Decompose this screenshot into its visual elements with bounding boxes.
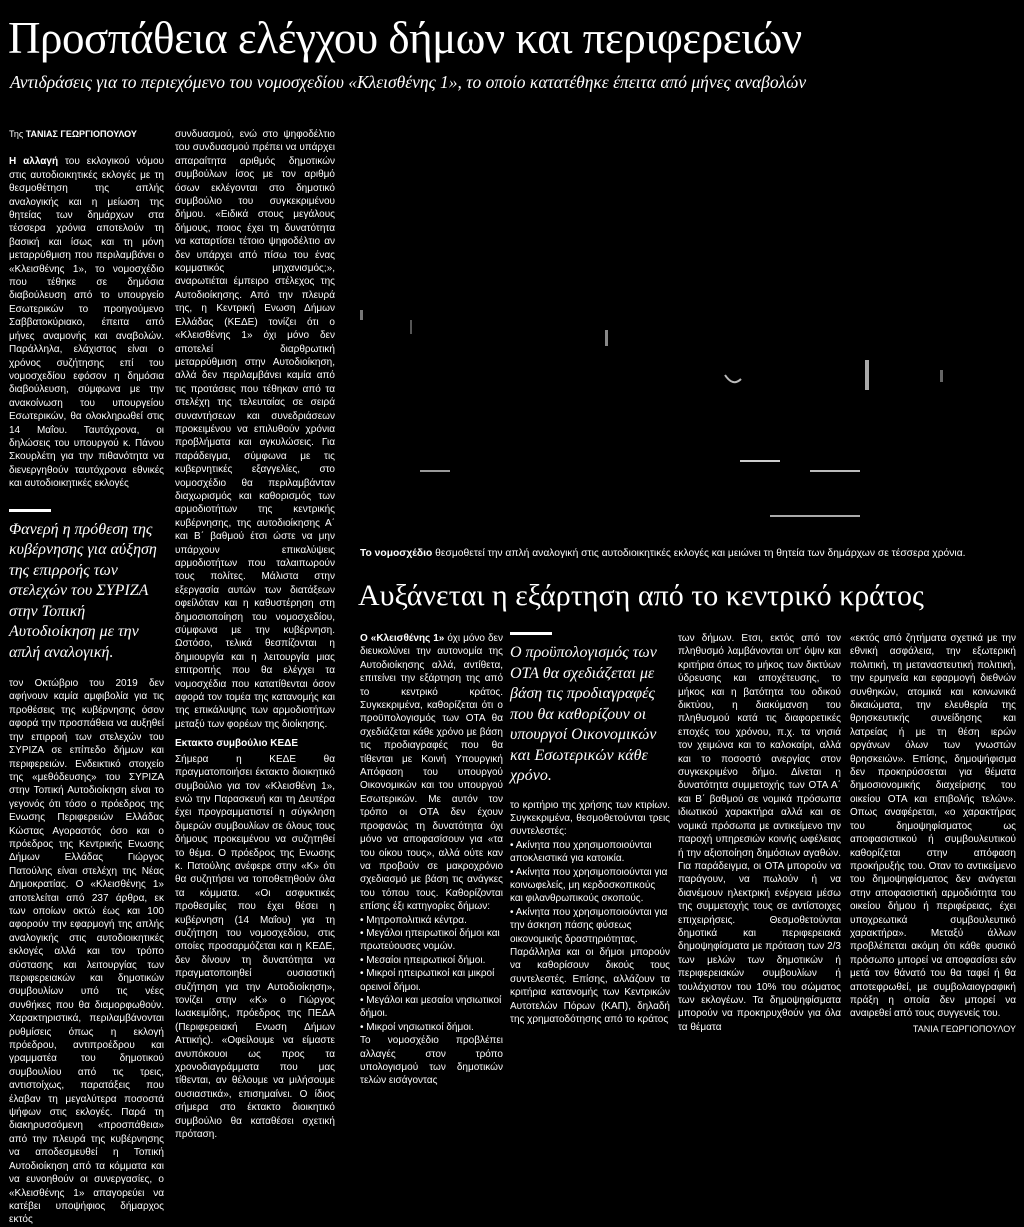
list-item: • Μικροί ηπειρωτικοί και μικροί ορεινοί δήμοι. bbox=[360, 968, 495, 993]
column-2 bbox=[175, 128, 335, 1141]
col2b-text: Σήμερα η ΚΕΔΕ θα πραγματοποιήσει έκτακτο διοικητικό συμβούλιο για τον «Κλεισθένη 1», ενώ την Παρασκευή και τη Δευτέρα έχει προγραμματιστεί η σύγκληση διμερών συμβουλίων σε όλους τους δήμους προκειμένου να συζητηθεί το θέμα. Ο πρόεδρος της Ενωσης κ. Πατούλης ανέφερε στην «Κ» ότι θα συζητήσει να τοποθετηθούν όλα τα κόμματα. «Οι ασφυκτικές προθεσμίες που έχει θέσει η κυβέρνηση (14 Μαΐου) για τη συζήτηση του νομοσχεδίου, στις οποίες προσαρμόζεται και η ΚΕΔΕ, δεν δίνουν τη δυνατότητα να πραγματοποιηθεί ουσιαστική συζήτηση για την Αυτοδιοίκηση», τονίζει στην «Κ» ο Γιώργος Ιωακειμίδης, πρόεδρος της ΠΕΔΑ (Περιφερειακή Ενωση Δήμων Αττικής). «Οφείλουμε να είμαστε ανυπόκουοι ως προς τα χρονοδιαγράμματα που μας τίθενται, αν θέλουμε να μιλήσουμε ουσιαστικά», επισημαίνει. Ο ίδιος σήμερα στο έκτακτο διοικητικό συμβούλιο θα καταθέσει σχετική πρόταση. bbox=[175, 753, 335, 1141]
list-item: • Ακίνητα που χρησιμοποιούνται για κοινωφελείς, μη κερδοσκοπικούς και φιλανθρωπικούς σκοπούς. bbox=[510, 866, 668, 905]
pullquote-2: Ο προϋπολογισμός των ΟΤΑ θα σχεδιάζεται με βάση τις προδιαγραφές που θα καθορίζουν οι υπουργοί Οικονομικών και Εσωτερικών κάθε χρόνο. bbox=[510, 644, 657, 784]
list-item: • Μεγάλοι και μεσαίοι νησιωτικοί δήμοι. bbox=[360, 994, 502, 1020]
list-item: • Ακίνητα που χρησιμοποιούνται για την άσκηση πάσης φύσεως οικονομικής δραστηριότητας. bbox=[510, 906, 668, 945]
pullquote-1: Φανερή η πρόθεση της κυβέρνησης για αύξηση της επιρροής των στελεχών του ΣΥΡΙΖΑ στην Τοπική Αυτοδιοίκηση με την απλή αναλογική. bbox=[9, 520, 157, 661]
column-5 bbox=[678, 632, 841, 1033]
byline bbox=[9, 128, 164, 141]
pullquote-rule bbox=[9, 509, 51, 512]
article-title: Προσπάθεια ελέγχου δήμων και περιφερειών bbox=[8, 13, 802, 63]
col3-paragraph bbox=[360, 632, 503, 914]
list-item: • Μικροί νησιωτικοί δήμοι. bbox=[360, 1021, 474, 1033]
lead-bold: Η αλλαγή bbox=[9, 156, 59, 168]
column-3 bbox=[360, 632, 503, 1087]
col6-text: «εκτός από ζητήματα σχετικά με την εθνική ασφάλεια, την εξωτερική πολιτική, τη μεταναστευτική πολιτική, την ερμηνεία και εφαρμογή διεθνών συνθηκών, ατομικά και κοινωνικά δικαιώματα, την ελευθερία της θρησκευτικής συνείδησης και λατρείας ή με τη θέση ιερών οργάνων όλων των γνωστών θρησκειών». Επίσης, δημοψήφισμα δεν προκηρύσσεται για θέματα δημοσιονομικής διαχείρισης του οικείου ΟΤΑ και επιβολής τελών». Οπως αναφέρεται, «ο χαρακτήρας του δημοψηφίσματος ως αποφασιστικού ή συμβουλευτικού καθορίζεται στην απόφαση προκήρυξής του. Οταν το αντικείμενο του δημοψηφίσματος δεν ανάγεται στην αποφασιστική αρμοδιότητα του οικείου δήμου ή περιφέρειας, έχει υποχρεωτικά συμβουλευτικό χαρακτήρα». Μεταξύ άλλων προβλέπεται ακόμη ότι κάθε φυσικό πρόσωπο μπορεί να αποφασίσει εάν μετά τον θάνατό του θα ταφεί ή θα αποτεφρωθεί, με συμβολαιογραφική πράξη η οποία δεν μπορεί να αναιρεθεί από τους συγγενείς του. bbox=[850, 633, 1016, 1020]
lead-paragraph bbox=[9, 155, 164, 490]
col1b-text: τον Οκτώβριο του 2019 δεν αφήνουν καμία αμφιβολία για τις προθέσεις της κυβέρνησης όσον αφορά την προσπάθεια να αυξηθεί την επιρροή των στελεχών του ΣΥΡΙΖΑ σε επίπεδο δήμων και περιφερειών. Ενδεικτικό στοιχείο της «μεθόδευσης» του ΣΥΡΙΖΑ στην Τοπική Αυτοδιοίκηση είναι το γεγονός ότι τόσο ο πρόεδρος της Ενωσης Περιφερειών Ελλάδας Κώστας Αγοραστός όσο και ο πρόεδρος της Κεντρικής Ενωσης Δήμων Ελλάδας Γιώργος Πατούλης είναι στελέχη της Νέας Δημοκρατίας. Ο «Κλεισθένης 1» αποτελείται από 237 άρθρα, εκ των οποίων οκτώ έως και 100 αφορούν την εφαρμογή της απλής αναλογικής στις αυτοδιοικητικές εκλογές αλλά και τον τρόπο σύστασης και λειτουργίας των περιφερειακών και δημοτικών συμβουλίων υπό τις νέες συνθήκες που θα διαμορφωθούν. Χαρακτηριστικά, περιλαμβάνονται ρυθμίσεις όπως η εκλογή πρόεδρου, αντιπροέδρου και γραμματέα του δημοτικού συμβουλίου από τις τρεις, αντιστοίχως, παρατάξεις που έλαβαν τη μεγαλύτερα ποσοστά ψήφων στις εκλογές. Παρά τη διακηρυσσόμενη «προσπάθεια» από την πλευρά της κυβέρνησης να αποδεσμευθεί η Τοπική Αυτοδιοίκηση από τα κόμματα και να ευνοηθούν οι συνεργασίες, ο «Κλεισθένης 1» απαγορεύει να κατέβει υποψήφιος δήμαρχος εκτός bbox=[9, 678, 164, 1226]
list-item: • Μεγάλοι ηπειρωτικοί δήμοι και πρωτεύουσες νομών. bbox=[360, 927, 500, 953]
photo-caption bbox=[360, 548, 1010, 559]
col4-tail: Παράλληλα και οι δήμοι μπορούν να καθορίσουν δικούς τους συντελεστές. Επίσης, αλλάζουν τα κριτήρια κατανομής των Κεντρικών Αυτοτελών Πόρων (ΚΑΠ), δηλαδή της χρηματοδότησης από το κράτος bbox=[510, 946, 670, 1025]
col2-text: συνδυασμού, ενώ στο ψηφοδέλτιο του συνδυασμού πρέπει να υπάρχει απαραίτητα αριθμός δημοτικών συμβούλων ίσος με τον αριθμό όσων εκλέγονται στο δημοτικό συμβούλιο του συγκεκριμένου δήμου. «Ειδικά στους μεγάλους δήμους, ποιος έχει τη δυνατότητα να καταρτίσει τέτοιο ψηφοδέλτιο αν δεν υπάρχει από πίσω του ένας κομματικός μηχανισμός;», αναρωτιέται έμπειρο στέλεχος της Αυτοδιοίκησης. Από την πλευρά της, η Κεντρική Ενωση Δήμων Ελλάδας (ΚΕΔΕ) τονίζει ότι ο «Κλεισθένης 1» όχι μόνο δεν αποτελεί διαρθρωτική μεταρρύθμιση στην Αυτοδιοίκηση, αλλά δεν περιλαμβάνει καμία από τις προτάσεις που τέθηκαν από τα στελέχη της τελευταίας σε σειρά συναντήσεων και συνεδριάσεων προκειμένου να επιλυθούν χρόνια προβλήματα και αγκυλώσεις. Για παράδειγμα, σύμφωνα με τις κυβερνητικές εξαγγελίες, στο νομοσχέδιο θα περιλαμβάνταν διαχωρισμός και καθορισμός των αρμοδιοτήτων της κεντρικής κυβέρνησης, της αυτοδιοίκησης Α΄ και Β΄ βαθμού έτσι ώστε να μην υπάρχουν επικαλύψεις αρμοδιοτήτων που ταλαιπωρούν τους πολίτες. Μάλιστα στην εξεργασία αυτών των διατάξεων οφείλόταν και η καθυστέρηση στη δημοσιοποίηση του νομοσχεδίου, σύμφωνα με την κυβέρνηση. Ωστόσο, τελικά θεσπίζονται η δημιουργία και η λειτουργία μιας επιτροπής που θα ελέγχει τα νομοσχέδια που κατατίθενται όσον αφορά τον τομέα της κατανομής και της επικάλυψης των αρμοδιοτήτων μεταξύ των φορέων της διοίκησης. bbox=[175, 129, 335, 730]
section-heading: Αυξάνεται η εξάρτηση από το κεντρικό κράτος bbox=[358, 579, 924, 612]
column-6 bbox=[850, 632, 1016, 1034]
byline-prefix: Της bbox=[9, 129, 24, 139]
column-1 bbox=[9, 128, 164, 1226]
col4-bullet-list bbox=[510, 839, 670, 946]
caption-text: θεσμοθετεί την απλή αναλογική στις αυτοδιοικητικές εκλογές και μειώνει τη θητεία των δημάρχων σε τέσσερα χρόνια. bbox=[435, 548, 966, 559]
col3-tail: Το νομοσχέδιο προβλέπει αλλαγές στον τρόπο υπολογισμού των δημοτικών τελών εισάγοντας bbox=[360, 1035, 503, 1087]
article-subtitle: Αντιδράσεις για το περιεχόμενο του νομοσχεδίου «Κλεισθένης 1», το οποίο κατατέθηκε έπειτα από μήνες αναβολών bbox=[10, 72, 807, 92]
col5-text: των δήμων. Ετσι, εκτός από τον πληθυσμό λαμβάνονται υπ' όψιν και κριτήρια όπως το μήκος των δικτύων ύδρευσης και αποχέτευσης, το μήκος και η βατότητα του οδικού δικτύου, η διακύμανση του πληθυσμού κατά τις διαφορετικές εποχές του χρόνου, π.χ. τα νησιά τον χειμώνα και το καλοκαίρι, αλλά και το ποσοστό ανεργίας στον συγκεκριμένο δήμο. Δίνεται η δυνατότητα συμμετοχής των ΟΤΑ Α΄ και Β΄ βαθμού σε νομικά πρόσωπα ιδιωτικού χαρακτήρα αλλά και σε νομικά πρόσωπα με αντικείμενο την παροχή υπηρεσιών κοινής ωφέλειας ή την αξιοποίηση δημόσιων αγαθών. Για παράδειγμα, οι ΟΤΑ μπορούν να παράγουν, να πωλούν ή να διανέμουν ηλεκτρική ενέργεια μέσω της συμμετοχής τους σε αντίστοιχες επιχειρήσεις. Θεσμοθετούνται δημοτικά και περιφερειακά δημοψηφίσματα με πρόταση των 2/3 των μελών των δημοτικών ή περιφερειακών συμβουλίων ή τουλάχιστον του 10% του σώματος των εκλογέων. Τα δημοψηφίσματα μπορούν να προκηρυχθούν για όλα τα θέματα bbox=[678, 633, 841, 1033]
col3-lead-bold: Ο «Κλεισθένης 1» bbox=[360, 633, 445, 644]
photo-image bbox=[340, 120, 1020, 550]
list-item: • Μητροπολιτικά κέντρα. bbox=[360, 914, 467, 926]
caption-bold: Το νομοσχέδιο bbox=[360, 548, 433, 559]
col3-text: όχι μόνο δεν διευκολύνει την αυτονομία της Αυτοδιοίκησης αλλά, αντίθετα, επιτείνει την εξάρτηση της από το κεντρικό κράτος. Συγκεκριμένα, καθορίζεται ότι ο προϋπολογισμός των ΟΤΑ θα σχεδιάζεται κάθε χρόνο με βάση τις προδιαγραφές που θα τίθενται με Κοινή Υπουργική Απόφαση του υπουργού Οικονομικών και του υπουργού Εσωτερικών. Με αυτόν τον τρόπο οι ΟΤΑ δεν έχουν προφανώς τη δυνατότητα όχι μόνο να αποφασίσουν για «τα του οίκου τους», αλλά ούτε καν να προβούν σε μακροχρόνιο σχεδιασμό με βάση τις ανάγκες του τόπου τους. Καθορίζονται επίσης έξι κατηγορίες δήμων: bbox=[360, 633, 503, 913]
article-photo bbox=[340, 120, 1020, 550]
list-item: • Μεσαίοι ηπειρωτικοί δήμοι. bbox=[360, 954, 486, 966]
signature: ΤΑΝΙΑ ΓΕΩΡΓΙΟΠΟΥΛΟΥ bbox=[912, 1023, 1016, 1034]
pullquote-rule bbox=[510, 632, 552, 635]
column-4 bbox=[510, 632, 670, 1025]
subhead-kede: Εκτακτο συμβούλιο ΚΕΔΕ bbox=[175, 738, 299, 750]
col1-text: του εκλογικού νόμου στις αυτοδιοικητικές εκλογές με τη θεσμοθέτηση της απλής αναλογικής και η μείωση της θητείας των δημάρχων στα τέσσερα χρόνια αποτελούν τη βασική και ίσως και τη μόνη μεταρρύθμιση που περιλαμβάνει ο «Κλεισθένης 1», το νομοσχέδιο που τέθηκε σε δημόσια διαβούλευση από το υπουργείο Εσωτερικών το προηγούμενο Σαββατοκύριακο, έπειτα από μήνες αναμονής και αναβολών. Παράλληλα, ελάχιστος είναι ο χρόνος συζήτησης επί του νομοσχεδίου εφόσον η δημόσια διαβούλευση, σύμφωνα με την ανακοίνωση του υπουργείου Εσωτερικών, θα ολοκληρωθεί στις 14 Μαΐου. Ταυτόχρονα, οι δηλώσεις του υπουργού κ. Πάνου Σκουρλέτη για την πιθανότητα να διενεργηθούν ταυτόχρονα εθνικές και αυτοδιοικητικές εκλογές bbox=[9, 156, 164, 490]
byline-name: ΤΑΝΙΑΣ ΓΕΩΡΓΙΟΠΟΥΛΟΥ bbox=[25, 129, 137, 139]
list-item: • Ακίνητα που χρησιμοποιούνται αποκλειστικά για κατοικία. bbox=[510, 839, 652, 865]
col4-text: το κριτήριο της χρήσης των κτιρίων. Συγκεκριμένα, θεσμοθετούνται τρεις συντελεστές: bbox=[510, 799, 670, 838]
col3-bullet-list bbox=[360, 914, 503, 1035]
